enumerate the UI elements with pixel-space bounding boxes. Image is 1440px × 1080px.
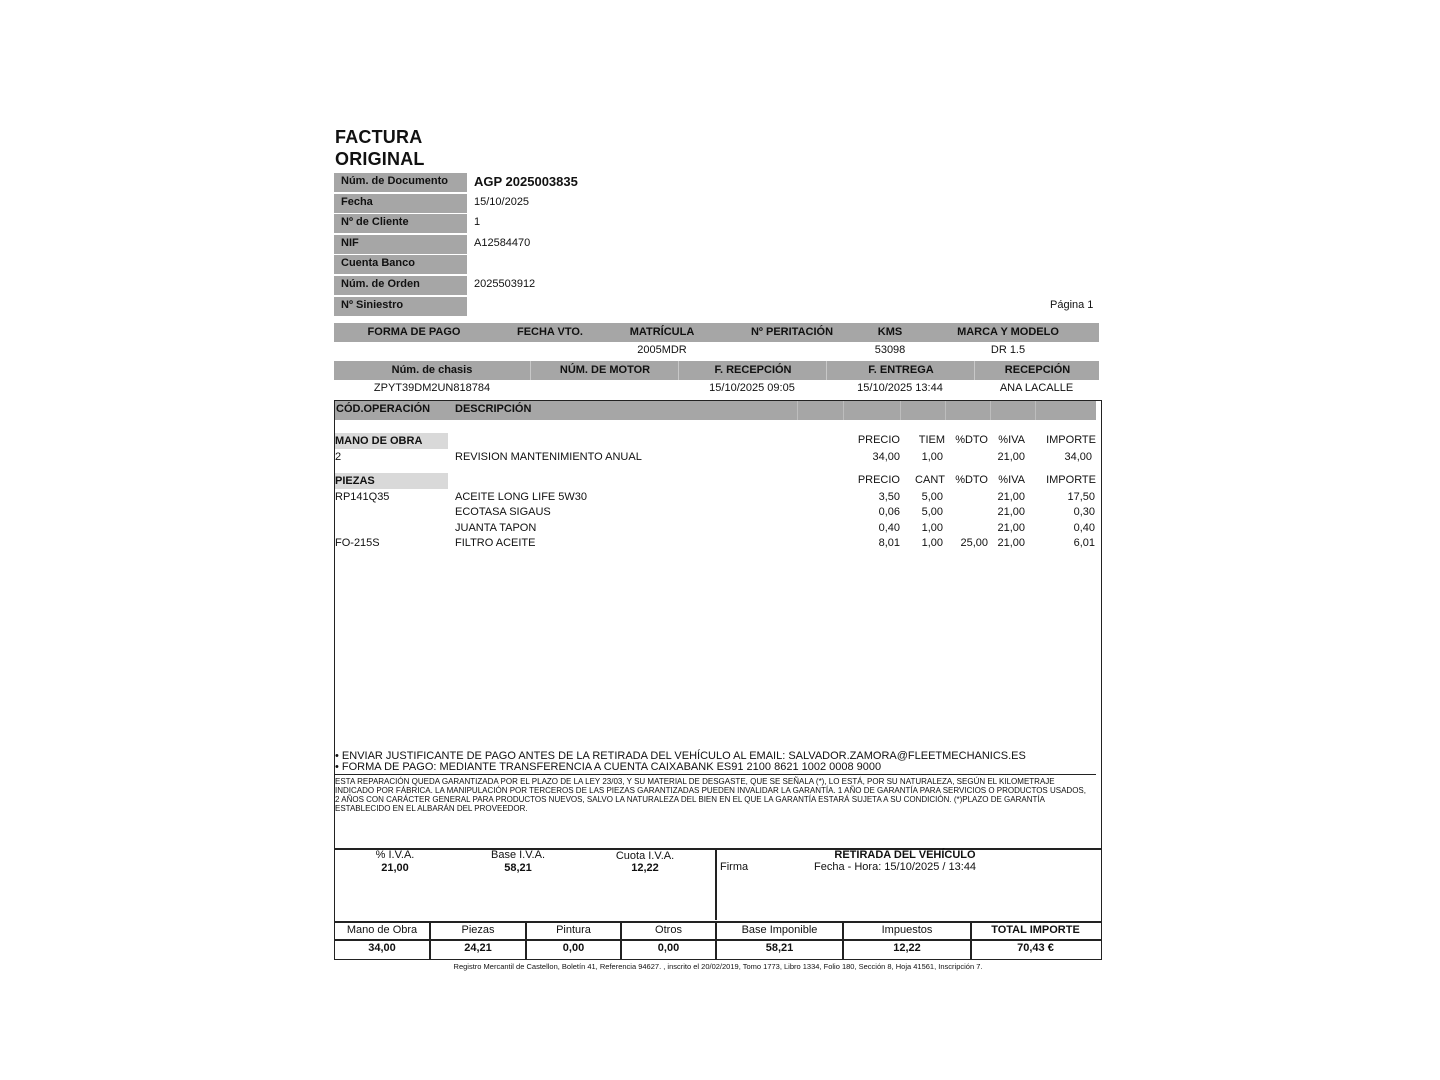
nif-value: A12584470 xyxy=(474,237,531,249)
label-order-number: Núm. de Orden xyxy=(334,276,467,295)
make-model: DR 1.5 xyxy=(990,344,1026,356)
row-description: JUANTA TAPON xyxy=(455,522,537,534)
col-due-date: FECHA VTO. xyxy=(516,326,583,338)
row-vat: 21,00 xyxy=(997,522,1025,534)
row-quantity: 5,00 xyxy=(921,506,943,518)
reception-person: ANA LACALLE xyxy=(999,382,1074,394)
delivery-date: 15/10/2025 13:44 xyxy=(857,382,943,394)
row-price: 34,00 xyxy=(872,451,900,463)
labour-col-vat: %IVA xyxy=(998,434,1025,446)
client-number: 1 xyxy=(474,216,481,228)
row-description: ACEITE LONG LIFE 5W30 xyxy=(455,491,588,503)
row-price: 0,06 xyxy=(878,506,900,518)
order-number: 2025503912 xyxy=(474,278,536,290)
vat-base-label: Base I.V.A. xyxy=(490,849,546,861)
vat-quota: 12,22 xyxy=(631,862,659,874)
label-document-number: Núm. de Documento xyxy=(334,173,467,192)
label-bank-account: Cuenta Banco xyxy=(334,255,467,274)
col-plate: MATRÍCULA xyxy=(629,326,695,338)
label-client-number: Nº de Cliente xyxy=(334,214,467,233)
parts-col-price: PRECIO xyxy=(857,474,900,486)
row-vat: 21,00 xyxy=(997,506,1025,518)
page-number: Página 1 xyxy=(1050,299,1094,311)
table-row xyxy=(335,451,1096,466)
pickup-title: RETIRADA DEL VEHÍCULO xyxy=(834,849,976,861)
total-amount-label: TOTAL IMPORTE xyxy=(991,924,1080,936)
parts-col-discount: %DTO xyxy=(955,474,988,486)
vat-quota-label: Cuota I.V.A. xyxy=(615,850,675,862)
parts-col-quantity: CANT xyxy=(915,474,945,486)
reception-date: 15/10/2025 09:05 xyxy=(709,382,795,394)
divider xyxy=(843,401,844,420)
divider xyxy=(335,774,1096,775)
row-price: 8,01 xyxy=(878,537,900,549)
divider xyxy=(900,401,901,420)
row-quantity: 1,00 xyxy=(921,537,943,549)
row-amount: 6,01 xyxy=(1073,537,1095,549)
row-code: RP141Q35 xyxy=(335,491,390,503)
document-subtitle: ORIGINAL xyxy=(335,149,425,169)
col-kms: KMS xyxy=(877,326,903,338)
table-row xyxy=(335,506,1096,521)
row-description: REVISION MANTENIMIENTO ANUAL xyxy=(455,451,642,463)
vat-percent: 21,00 xyxy=(381,862,409,874)
row-description: FILTRO ACEITE xyxy=(455,537,536,549)
registry-footer: Registro Mercantil de Castellon, Boletín 41, Referencia 94627. , inscrito el 20/02/2019, Tomo 1773, Libro 1334, Folio 180, Sección 8, Hoja 41561, Inscripción 7. xyxy=(453,962,983,971)
document-date: 15/10/2025 xyxy=(474,196,530,208)
total-labour: 34,00 xyxy=(368,942,396,954)
pickup-datetime: Fecha - Hora: 15/10/2025 / 13:44 xyxy=(814,861,977,873)
row-quantity: 1,00 xyxy=(921,522,943,534)
col-description: DESCRIPCIÓN xyxy=(455,403,532,415)
taxable-base: 58,21 xyxy=(765,942,794,954)
divider xyxy=(715,849,717,920)
total-paint-label: Pintura xyxy=(556,924,591,936)
parts-col-amount: IMPORTE xyxy=(1046,474,1096,486)
total-other-label: Otros xyxy=(655,924,682,936)
section-parts: PIEZAS xyxy=(335,473,448,489)
col-payment-method: FORMA DE PAGO xyxy=(367,326,461,338)
total-parts: 24,21 xyxy=(464,942,492,954)
total-amount: 70,43 € xyxy=(1017,942,1054,954)
chassis-values-row xyxy=(334,382,1099,398)
total-other: 0,00 xyxy=(657,942,680,954)
row-vat: 21,00 xyxy=(997,451,1025,463)
note-payment-email: • ENVIAR JUSTIFICANTE DE PAGO ANTES DE LA RETIRADA DEL VEHÍCULO AL EMAIL: SALVADOR.ZAMORA@FLEETMECHANICS.ES xyxy=(335,750,1026,762)
col-engine: NÚM. DE MOTOR xyxy=(530,361,679,380)
note-payment-method: • FORMA DE PAGO: MEDIANTE TRANSFERENCIA A CUENTA CAIXABANK ES91 2100 8621 1002 0008 9000 xyxy=(335,761,882,773)
table-row xyxy=(335,537,1096,552)
divider xyxy=(797,401,798,420)
vat-base: 58,21 xyxy=(504,862,532,874)
divider xyxy=(334,939,1102,941)
lines-header-bar xyxy=(335,401,1096,420)
row-price: 3,50 xyxy=(878,491,900,503)
total-labour-label: Mano de Obra xyxy=(346,924,418,936)
row-discount: 25,00 xyxy=(960,537,988,549)
labour-col-discount: %DTO xyxy=(955,434,988,446)
col-reception-date: F. RECEPCIÓN xyxy=(678,361,827,380)
row-vat: 21,00 xyxy=(997,491,1025,503)
row-quantity: 1,00 xyxy=(921,451,943,463)
row-price: 0,40 xyxy=(878,522,900,534)
label-nif: NIF xyxy=(334,235,467,254)
labour-col-time: TIEM xyxy=(918,434,945,446)
col-make-model: MARCA Y MODELO xyxy=(957,326,1059,338)
label-date: Fecha xyxy=(334,194,467,213)
col-reception: RECEPCIÓN xyxy=(974,361,1100,380)
document-number: AGP 2025003835 xyxy=(474,174,578,189)
kms: 53098 xyxy=(874,344,906,356)
taxable-base-label: Base Imponible xyxy=(741,924,818,936)
taxes: 12,22 xyxy=(893,942,921,954)
warranty-text: ESTA REPARACIÓN QUEDA GARANTIZADA POR EL PLAZO DE LA LEY 23/03, Y SU MATERIAL DE DESGASTE, QUE SE SEÑALA (*), LO ESTÁ, POR SU NATURALEZA, SEGÚN EL KILOMETRAJE INDICADO POR FÁBRICA. LA MANIPULACIÓN POR TERCEROS DE LAS PIEZAS GARANTIZADAS PUEDEN INVALIDAR LA GARANTÍA. 1 AÑO DE GARANTÍA PARA SERVICIOS O PRODUCTOS USADOS, 2 AÑOS CON CARÁCTER GENERAL PARA PRODUCTOS NUEVOS, SALVO LA NATURALEZA DEL BIEN EN EL QUE LA GARANTÍA ESTARÁ SUJETA A SU CONDICIÓN. (*)PLAZO DE GARANTÍA ESTABLECIDO EN EL ALBARÁN DEL PROVEEDOR. xyxy=(335,777,1086,813)
document-title: FACTURA xyxy=(335,127,423,147)
divider xyxy=(334,921,1102,923)
total-paint: 0,00 xyxy=(562,942,585,954)
plate: 2005MDR xyxy=(637,344,687,356)
vehicle-header-bar xyxy=(334,323,1099,342)
section-labour: MANO DE OBRA xyxy=(335,433,448,449)
total-parts-label: Piezas xyxy=(461,924,495,936)
divider xyxy=(990,401,991,420)
divider xyxy=(945,401,946,420)
signature-label: Firma xyxy=(720,861,749,873)
taxes-label: Impuestos xyxy=(881,924,933,936)
divider xyxy=(1035,401,1036,420)
labour-col-amount: IMPORTE xyxy=(1046,434,1096,446)
labour-col-price: PRECIO xyxy=(857,434,900,446)
col-operation-code: CÓD.OPERACIÓN xyxy=(336,403,431,415)
vehicle-values-row xyxy=(334,343,1099,359)
row-amount: 0,30 xyxy=(1073,506,1095,518)
vat-percent-label: % I.V.A. xyxy=(375,849,415,861)
chassis-number: ZPYT39DM2UN818784 xyxy=(373,382,491,394)
table-row xyxy=(335,491,1096,506)
row-vat: 21,00 xyxy=(997,537,1025,549)
row-amount: 34,00 xyxy=(1064,451,1092,463)
table-row xyxy=(335,522,1096,537)
col-delivery-date: F. ENTREGA xyxy=(826,361,975,380)
label-claim-number: Nº Siniestro xyxy=(334,297,467,316)
row-description: ECOTASA SIGAUS xyxy=(455,506,551,518)
col-chassis: Núm. de chasis xyxy=(391,364,473,376)
row-amount: 0,40 xyxy=(1073,522,1095,534)
row-quantity: 5,00 xyxy=(921,491,943,503)
row-code: FO-215S xyxy=(335,537,380,549)
chassis-header-bar xyxy=(334,361,1099,380)
parts-col-vat: %IVA xyxy=(998,474,1025,486)
col-appraisal: Nº PERITACIÓN xyxy=(750,326,834,338)
row-amount: 17,50 xyxy=(1067,491,1095,503)
row-code: 2 xyxy=(335,451,342,463)
